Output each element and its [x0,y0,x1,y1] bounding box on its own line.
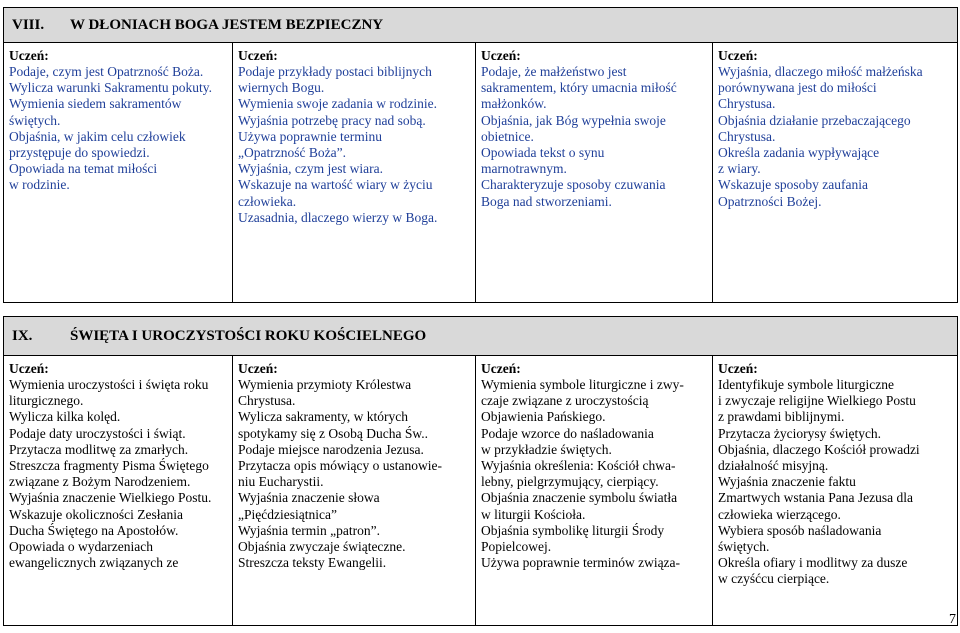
student-label: Uczeń: [9,48,49,63]
student-label: Uczeń: [238,48,278,63]
requirement-line: Wylicza warunki Sakramentu pokuty. [9,80,213,96]
section-8-number: VIII. [12,16,45,33]
requirement-line: Opatrzności Bożej. [718,193,822,209]
requirement-line: Podaje miejsce narodzenia Jezusa. [238,441,424,457]
requirement-line: porównywana jest do miłości [718,80,877,96]
requirement-line: świętych. [718,539,770,555]
section-9-header [4,317,958,356]
requirement-line: z wiary. [718,161,761,177]
requirement-line: człowieka wierzącego. [718,506,841,522]
section-9-col-2 [233,356,476,626]
requirement-line: Objawienia Pańskiego. [481,409,606,425]
requirement-line: Objaśnia, dlaczego Kościół prowadzi [718,441,920,457]
requirement-line: Przytacza modlitwę za zmarłych. [9,441,189,457]
requirement-line: Ducha Świętego na Apostołów. [9,522,179,538]
student-label: Uczeń: [481,361,521,376]
requirement-line: Wymienia siedem sakramentów [9,96,182,112]
requirement-line: Wybiera sposób naśladowania [718,522,882,538]
requirement-line: Podaje wzorce do naśladowania [481,425,654,441]
section-9-col-1 [4,356,233,626]
requirement-line: „Opatrzność Boża”. [238,145,346,161]
requirement-line: Wymienia symbole liturgiczne i zwy- [481,377,684,392]
requirement-line: marnotrawnym. [481,161,567,177]
requirement-line: Objaśnia, jak Bóg wypełnia swoje [481,112,666,128]
requirement-line: sakramentem, który umacnia miłość [481,80,677,96]
requirement-line: Wymienia swoje zadania w rodzinie. [238,96,437,112]
section-8-table [3,7,958,303]
page-number: 7 [949,612,956,627]
section-9-title: ŚWIĘTA I UROCZYSTOŚCI ROKU KOŚCIELNEGO [70,327,427,344]
requirement-line: Wyjaśnia znaczenie słowa [238,490,380,506]
requirement-line: Objaśnia, w jakim celu człowiek [9,128,186,144]
section-9-table [3,316,958,626]
requirement-line: człowieka. [238,193,297,209]
section-8-col-4 [713,43,958,303]
requirement-line: Boga nad stworzeniami. [481,193,612,209]
requirement-line: Wyjaśnia określenia: Kościół chwa- [481,458,676,474]
requirement-line: Wskazuje okoliczności Zesłania [9,506,183,522]
section-9-col-3 [476,356,713,626]
requirement-line: małżonków. [481,96,547,112]
requirement-line: liturgicznego. [9,393,84,409]
requirement-line: Podaje daty uroczystości i świąt. [9,425,186,441]
requirement-line: Streszcza fragmenty Pisma Świętego [9,458,209,474]
requirement-line: niu Eucharystii. [238,474,324,490]
requirement-line: Podaje, czym jest Opatrzność Boża. [9,64,204,79]
requirement-line: związane z Bożym Narodzeniem. [9,474,191,490]
requirement-line: spotykamy się z Osobą Ducha Św.. [238,425,428,441]
student-label: Uczeń: [718,48,758,63]
student-label: Uczeń: [481,48,521,63]
requirement-line: Używa poprawnie terminu [238,128,382,144]
student-label: Uczeń: [238,361,278,376]
requirement-line: Przytacza opis mówiący o ustanowie- [238,458,442,474]
requirement-line: Wyjaśnia znaczenie faktu [718,474,856,490]
requirement-line: w przykładzie świętych. [481,441,612,457]
student-label: Uczeń: [9,361,49,376]
requirement-line: „Pięćdziesiątnica” [238,506,337,522]
requirement-line: Opowiada na temat miłości [9,161,158,177]
requirement-line: Opowiada o wydarzeniach [9,539,153,555]
requirement-line: Podaje przykłady postaci biblijnych [238,64,432,79]
requirement-line: wiernych Bogu. [238,80,325,96]
requirement-line: Zmartwych wstania Pana Jezusa dla [718,490,913,506]
requirement-line: Podaje, że małżeństwo jest [481,64,627,79]
requirement-line: Objaśnia symbolikę liturgii Środy [481,522,665,538]
requirement-line: Wylicza sakramenty, w których [238,409,408,425]
requirement-line: w czyśćcu cierpiące. [718,571,830,587]
requirement-line: Określa zadania wypływające [718,145,880,161]
requirement-line: Chrystusa. [718,96,776,112]
section-8-col-2 [233,43,476,303]
requirement-line: Wskazuje na wartość wiary w życiu [238,177,433,193]
requirement-line: Objaśnia znaczenie symbolu światła [481,490,678,506]
requirement-line: w rodzinie. [9,177,70,193]
requirement-line: świętych. [9,112,61,128]
requirement-line: Opowiada tekst o synu [481,145,605,161]
requirement-line: w liturgii Kościoła. [481,506,586,522]
requirement-line: Wymienia uroczystości i święta roku [9,377,209,392]
requirement-line: Wymienia przymioty Królestwa [238,377,412,392]
requirement-line: ewangelicznych związanych ze [9,555,179,571]
requirement-line: z prawdami biblijnymi. [718,409,845,425]
section-8-col-1 [4,43,233,303]
section-9-number: IX. [12,327,33,344]
requirement-line: Uzasadnia, dlaczego wierzy w Boga. [238,209,438,225]
requirement-line: Charakteryzuje sposoby czuwania [481,177,666,193]
requirement-line: Przytacza życiorysy świętych. [718,425,882,441]
requirement-line: lebny, pielgrzymujący, cierpiący. [481,474,659,490]
requirement-line: Wylicza kilka kolęd. [9,409,121,425]
requirement-line: obietnice. [481,128,534,144]
requirement-line: Chrystusa. [718,128,776,144]
section-8-header [4,8,958,43]
requirement-line: i zwyczaje religijne Wielkiego Postu [718,393,916,409]
requirement-line: Objaśnia działanie przebaczającego [718,112,911,128]
requirement-line: Wyjaśnia potrzebę pracy nad sobą. [238,112,426,128]
requirement-line: Wskazuje sposoby zaufania [718,177,868,193]
requirement-line: Używa poprawnie terminów związa- [481,555,681,571]
requirement-line: Wyjaśnia, czym jest wiara. [238,161,384,177]
requirement-line: działalność misyjną. [718,458,829,474]
requirement-line: Popielcowej. [481,539,552,555]
requirement-line: przystępuje do spowiedzi. [9,145,150,161]
requirement-line: Określa ofiary i modlitwy za dusze [718,555,908,571]
requirement-line: Objaśnia zwyczaje świąteczne. [238,539,406,555]
requirement-line: Streszcza teksty Ewangelii. [238,555,387,571]
section-9-col-4 [713,356,958,626]
requirement-line: czaje związane z uroczystością [481,393,649,409]
section-8-col-3 [476,43,713,303]
requirement-line: Wyjaśnia znaczenie Wielkiego Postu. [9,490,212,506]
requirement-line: Identyfikuje symbole liturgiczne [718,377,894,392]
student-label: Uczeń: [718,361,758,376]
requirement-line: Wyjaśnia termin „patron”. [238,522,381,538]
requirement-line: Wyjaśnia, dlaczego miłość małżeńska [718,64,923,79]
requirement-line: Chrystusa. [238,393,296,409]
section-8-title: W DŁONIACH BOGA JESTEM BEZPIECZNY [70,16,384,33]
